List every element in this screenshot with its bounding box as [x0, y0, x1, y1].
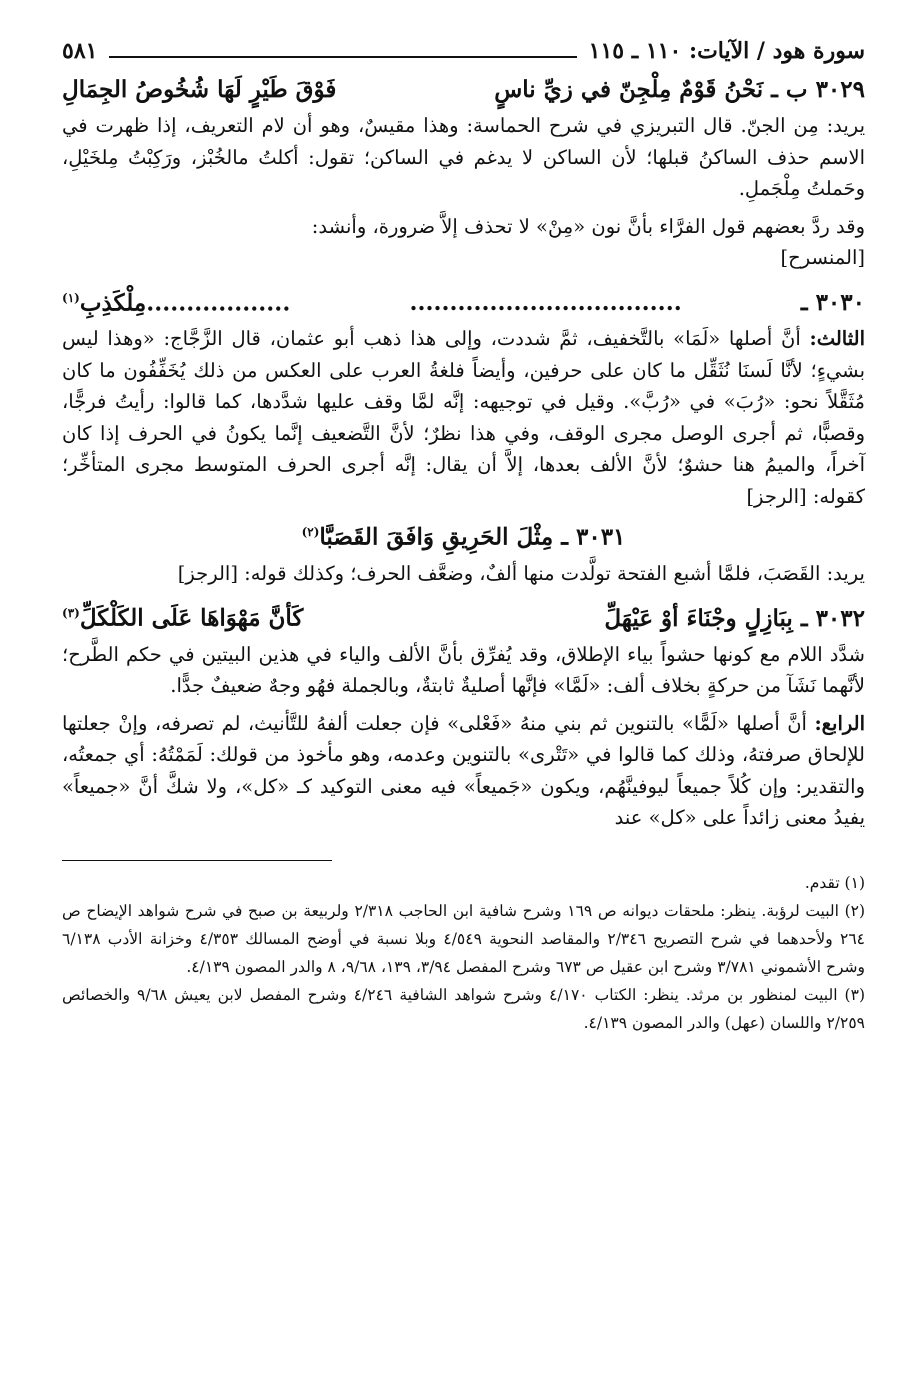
footnote-ref-2: (٢) [301, 525, 320, 540]
page-number: ٥٨١ [62, 38, 98, 64]
paragraph-3-lead: الثالث: [809, 327, 865, 351]
footnote-ref-3: (٣) [62, 606, 80, 621]
footnote-1: (١) تقدم. [804, 873, 865, 892]
verse-3031 [62, 512, 865, 558]
verse-3032-second-hemistich: كَأنَّ مَهْوَاهَا عَلَى الكَلْكَلِّ [79, 604, 304, 632]
paragraph-4 [62, 558, 865, 590]
meter-label-3: [الرجز] [177, 561, 238, 585]
header-rule [109, 56, 576, 58]
footnote-3: (٣) البيت لمنظور بن مرثد. ينظر: الكتاب ٤/١٧٠ وشرح شواهد الشافية ٤/٢٤٦ وشرح المفصل لابن يعيش ٩/٦٨ والخصائص ٢/٢٥٩ واللسان (عهل) والدر المصون ٤/١٣٩. [62, 985, 865, 1032]
footnote-ref-1: (١) [62, 290, 80, 305]
paragraph-3-body: أنَّ أصلها «لَمَا» بالتَّخفيف، ثمَّ شددت، وإلى هذا ذهب أبو عثمان، قال الزَّجَّاج: «وهذا ليس بشيءٍ؛ لأنَّا لَسنَا نُثَقِّل ما كان على حرفين، وأيضاً فلغةُ العرب على العكس من ذلك يُخَفِّفُون ما كان مُثَقَّلاً نحو: «رُبَ» في «رُبَّ». وقيل في توجيهه: إنَّه لمَّا وقف عليها شدَّدها، كما قالوا: رأيتُ فرجًّا، وقصبًّا، ثم أجرى الوصل مجرى الوقف، وفي هذا نظرٌ؛ لأنَّ التَّضعيف إنَّما يكونُ في الحرف إذا كان آخراً، والميمُ هنا حشوٌ؛ لأنَّ الألف بعدها، إلاَّ أن يقال: إنَّه أجرى الحرف المتوسط مجرى المتأخِّر؛ كقوله: [62, 327, 865, 508]
footnote-divider [62, 860, 332, 861]
verse-3032 [62, 593, 865, 639]
verse-3030-blank: .................................. [409, 289, 682, 317]
paragraph-4-body: يريد: القَصَبَ، فلمَّا أشبع الفتحة تولَّدت منها ألفٌ، وضعَّف الحرف؛ وكذلك قوله: [244, 561, 865, 585]
paragraph-6-lead: الرابع: [814, 711, 866, 735]
paragraph-6 [62, 708, 865, 834]
verse-3031-text: ٣٠٣١ ـ مِثْلَ الحَرِيقِ وَافَقَ القَصَبَّا [319, 523, 626, 551]
paragraph-6-body: أنَّ أصلها «لَمًّا» بالتنوين ثم بني منهُ «فَعْلى» فإن جعلت ألفهُ للتَّأنيث، لم تصرفه، وإنْ جعلتها للإلحاق صرفتهُ، وذلك كما قالوا في «تَتْرى» بالتنوين وعدمه، وهو مأخوذ من قولك: لَمَمْتُهُ: أي جمعتُه، والتقدير: وإن كُلاً جميعاً ليوفينَّهُم، ويكون «جَميعاً» فيه معنى التوكيد كـ «كل»، ولا شكَّ أنَّ «جميعاً» يفيدُ معنى زائداً على «كل» عند [62, 711, 865, 830]
verse-3029-second-hemistich: فَوْقَ طَيْرٍ لَهَا شُخُوصُ الجِمَالِ [62, 76, 337, 103]
paragraph-1: يريد: مِن الجنّ. قال التبريزي في شرح الحماسة: وهذا مقيسٌ، وهو أن لام التعريف، إذا ظهرت في الاسم حذف الساكنُ قبلها؛ لأن الساكن لا يدغم في الساكن؛ تقول: أكلتُ مالخُبْز، ورَكِبْتُ مِلخَيْلِ، وحَملتُ مِلْجَملِ. [62, 114, 865, 200]
header-title: سورة هود / الآيات: ١١٠ ـ ١١٥ [588, 38, 865, 64]
paragraph-5: شدَّد اللام مع كونها حشواً بياء الإطلاق، وقد يُفرِّق بأنَّ الألف والياء في هذين البيتين في حكم الطَّرح؛ لأنَّهما نَشَآ من حركةٍ بخلاف ألف: «لَمَّا» فإنَّها أصليةٌ ثابتةٌ، وبالجملة فهُو وجهٌ ضعيفٌ جدًّا. [62, 642, 865, 698]
page-header [62, 28, 865, 66]
verse-3029 [62, 70, 865, 110]
paragraph-3 [62, 323, 865, 512]
paragraph-2: وقد ردَّ بعضهم قول الفرَّاء بأنَّ نون «مِنْ» لا تحذف إلاَّ ضرورة، وأنشد: [311, 214, 865, 238]
verse-3029-first-hemistich: ٣٠٢٩ ب ـ نَحْنُ قَوْمٌ مِلْجِنّ في زيِّ ناسٍ [494, 76, 865, 103]
verse-3030-number: ٣٠٣٠ ـ [800, 289, 865, 317]
verse-3030 [62, 278, 865, 324]
footnote-2: (٢) البيت لرؤبة. ينظر: ملحقات ديوانه ص ١٦٩ وشرح شافية ابن الحاجب ٢/٣١٨ ولربيعة بن صبح في شرح شواهد الإيضاح ص ٢٦٤ ولأحدهما في شرح التصريح ٢/٣٤٦ والمقاصد النحوية ٤/٥٤٩ وبلا نسبة في أوضح المسالك ٤/٣٥٣ وخزانة الأدب ٦/١٣٨ وشرح الأشموني ٣/٧٨١ وشرح ابن عقيل ص ٦٧٣ وشرح المفصل ٣/٩٤، ١٣٩، ٩/٦٨، ٨ والدر المصون ٤/١٣٩. [62, 901, 866, 976]
meter-label-2: [الرجز] [746, 484, 807, 508]
meter-label-1: [المنسرح] [780, 246, 865, 269]
verse-3030-end: ..................مِلْكَذِبِ [79, 289, 291, 317]
verse-3032-first-hemistich: ٣٠٣٢ ـ بِبَازِلٍ وجْنَاءَ أوْ عَيْهَلِّ [604, 604, 865, 632]
